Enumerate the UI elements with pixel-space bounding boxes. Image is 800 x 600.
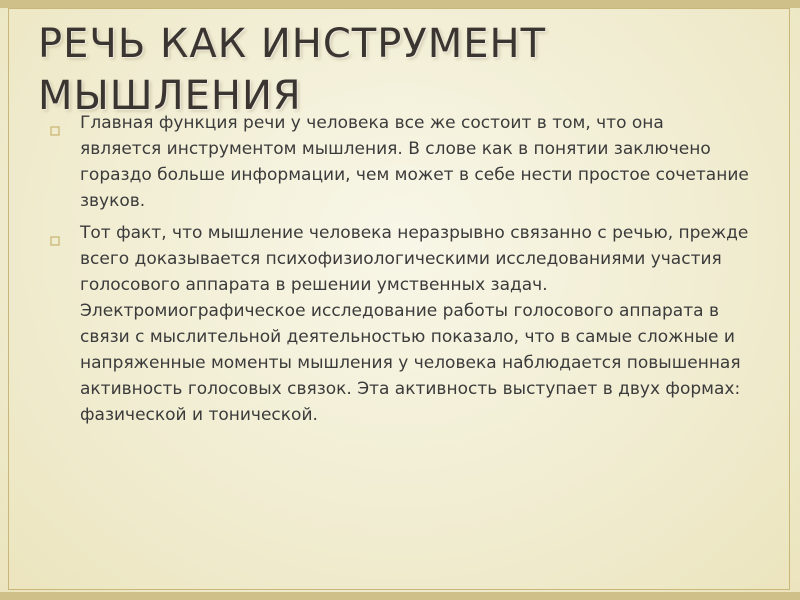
bullet-item-1 — [50, 110, 750, 214]
bullet-text: Тот факт, что мышление человека неразрывно связанно с речью, прежде всего доказывается психофизиологическими исследованиями участия голосового аппарата в решении умственных задач. Электромиографическое исследование работы голосового аппарата в связи с мыслительной деятельностью показало, что в самые сложные и напряженные моменты мышления у человека наблюдается повышенная активность голосовых связок. Эта активность выступает в двух формах: фазической и тонической. — [80, 223, 749, 425]
bullet-list — [50, 110, 750, 434]
bullet-text: Главная функция речи у человека все же состоит в том, что она является инструментом мышления. В слове как в понятии заключено гораздо больше информации, чем может в себе нести простое сочетание звуков. — [80, 113, 749, 211]
bottom-border-band — [0, 592, 800, 600]
slide-title: РЕЧЬ КАК ИНСТРУМЕНТ МЫШЛЕНИЯ — [38, 21, 547, 119]
hollow-square-icon — [50, 228, 60, 238]
top-border-band — [0, 0, 800, 8]
bullet-item-2 — [50, 220, 750, 428]
hollow-square-icon — [50, 118, 60, 128]
